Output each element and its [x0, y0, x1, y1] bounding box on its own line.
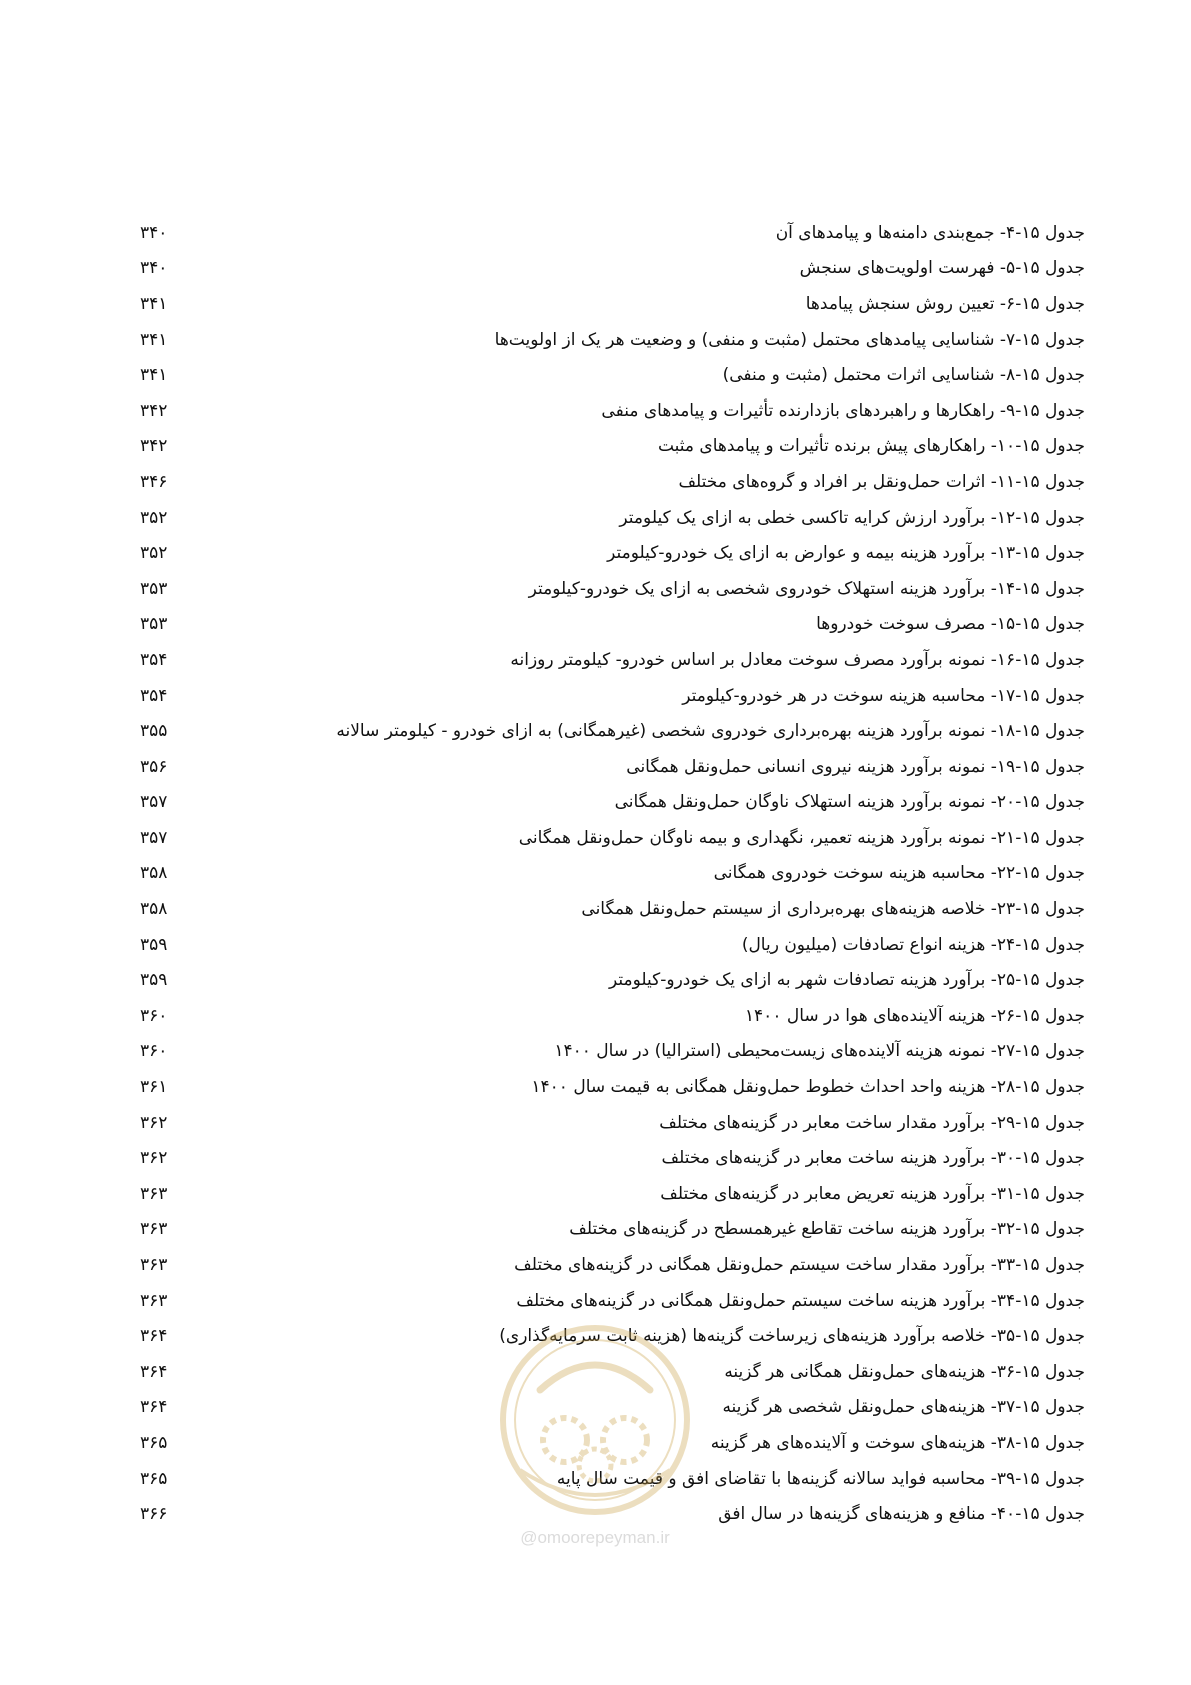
toc-entry[interactable] — [140, 856, 1085, 892]
toc-entry-title: جدول ۱۵-۲۴- هزینه انواع تصادفات (میلیون ریال) — [741, 934, 1085, 955]
toc-entry[interactable] — [140, 1212, 1085, 1248]
toc-entry-page-number: ۳۶۳ — [140, 1183, 168, 1204]
toc-entry-page-number: ۳۴۰ — [140, 222, 168, 243]
toc-entry-title: جدول ۱۵-۹- راهکارها و راهبردهای بازدارنده تأثیرات و پیامدهای منفی — [601, 400, 1085, 421]
toc-entry-page-number: ۳۶۴ — [140, 1326, 168, 1347]
toc-entry-page-number: ۳۶۳ — [140, 1290, 168, 1311]
toc-entry-page-number: ۳۵۶ — [140, 756, 168, 777]
toc-entry-page-number: ۳۵۴ — [140, 649, 168, 670]
toc-entry-page-number: ۳۵۲ — [140, 543, 168, 564]
toc-entry-page-number: ۳۶۲ — [140, 1112, 168, 1133]
toc-entry-title: جدول ۱۵-۲۸- هزینه واحد احداث خطوط حمل‌ونقل همگانی به قیمت سال ۱۴۰۰ — [531, 1077, 1085, 1098]
toc-entry-title: جدول ۱۵-۳۱- برآورد هزینه تعریض معابر در گزینه‌های مختلف — [660, 1183, 1085, 1204]
toc-entry-title: جدول ۱۵-۱۲- برآورد ارزش کرایه تاکسی خطی به ازای یک کیلومتر — [619, 507, 1085, 528]
table-of-tables — [140, 215, 1085, 1532]
toc-entry[interactable] — [140, 1283, 1085, 1319]
toc-entry[interactable] — [140, 998, 1085, 1034]
toc-entry[interactable] — [140, 357, 1085, 393]
toc-entry-title: جدول ۱۵-۱۶- نمونه برآورد مصرف سوخت معادل بر اساس خودرو- کیلومتر روزانه — [510, 649, 1085, 670]
toc-entry-title: جدول ۱۵-۳۲- برآورد هزینه ساخت تقاطع غیرهمسطح در گزینه‌های مختلف — [569, 1219, 1085, 1240]
toc-entry-page-number: ۳۵۷ — [140, 827, 168, 848]
toc-entry-title: جدول ۱۵-۴- جمع‌بندی دامنه‌ها و پیامدهای آن — [775, 222, 1085, 243]
toc-entry-title: جدول ۱۵-۱۹- نمونه برآورد هزینه نیروی انسانی حمل‌ونقل همگانی — [626, 756, 1085, 777]
toc-entry-title: جدول ۱۵-۳۸- هزینه‌های سوخت و آلاینده‌های هر گزینه — [710, 1432, 1085, 1453]
toc-entry-title: جدول ۱۵-۲۲- محاسبه هزینه سوخت خودروی همگانی — [713, 863, 1085, 884]
toc-entry-title: جدول ۱۵-۳۹- محاسبه فواید سالانه گزینه‌ها با تقاضای افق و قیمت سال پایه — [556, 1468, 1085, 1489]
toc-entry-title: جدول ۱۵-۳۳- برآورد مقدار ساخت سیستم حمل‌ونقل همگانی در گزینه‌های مختلف — [514, 1255, 1085, 1276]
toc-entry-page-number: ۳۵۷ — [140, 792, 168, 813]
toc-entry-title: جدول ۱۵-۲۰- نمونه برآورد هزینه استهلاک ناوگان حمل‌ونقل همگانی — [614, 792, 1085, 813]
toc-entry[interactable] — [140, 820, 1085, 856]
toc-entry-title: جدول ۱۵-۲۹- برآورد مقدار ساخت معابر در گزینه‌های مختلف — [659, 1112, 1085, 1133]
toc-entry-page-number: ۳۴۲ — [140, 400, 168, 421]
toc-entry[interactable] — [140, 322, 1085, 358]
toc-entry-page-number: ۳۵۸ — [140, 899, 168, 920]
toc-entry[interactable] — [140, 215, 1085, 251]
toc-entry-title: جدول ۱۵-۶- تعیین روش سنجش پیامدها — [805, 293, 1085, 314]
toc-entry-title: جدول ۱۵-۲۵- برآورد هزینه تصادفات شهر به ازای یک خودرو-کیلومتر — [609, 970, 1085, 991]
toc-entry[interactable] — [140, 962, 1085, 998]
toc-entry[interactable] — [140, 749, 1085, 785]
toc-entry-page-number: ۳۶۴ — [140, 1361, 168, 1382]
toc-entry[interactable] — [140, 464, 1085, 500]
toc-entry-page-number: ۳۵۳ — [140, 614, 168, 635]
watermark-url: @omoorepeyman.ir — [520, 1528, 670, 1547]
toc-entry-title: جدول ۱۵-۱۸- نمونه برآورد هزینه بهره‌برداری خودروی شخصی (غیرهمگانی) به ازای خودرو - کیلومتر سالانه — [336, 721, 1085, 742]
toc-entry[interactable] — [140, 1105, 1085, 1141]
toc-entry[interactable] — [140, 713, 1085, 749]
toc-entry-page-number: ۳۴۱ — [140, 293, 168, 314]
toc-entry-page-number: ۳۵۵ — [140, 721, 168, 742]
toc-entry-page-number: ۳۴۲ — [140, 436, 168, 457]
toc-entry-title: جدول ۱۵-۱۷- محاسبه هزینه سوخت در هر خودرو-کیلومتر — [682, 685, 1085, 706]
toc-entry-page-number: ۳۴۰ — [140, 258, 168, 279]
toc-entry-title: جدول ۱۵-۳۵- خلاصه برآورد هزینه‌های زیرساخت گزینه‌ها (هزینه ثابت سرمایه‌گذاری) — [499, 1326, 1085, 1347]
toc-entry[interactable] — [140, 1461, 1085, 1497]
toc-entry-page-number: ۳۵۹ — [140, 934, 168, 955]
toc-entry-page-number: ۳۶۶ — [140, 1504, 168, 1525]
toc-entry[interactable] — [140, 571, 1085, 607]
toc-entry-page-number: ۳۶۵ — [140, 1432, 168, 1453]
toc-entry[interactable] — [140, 1176, 1085, 1212]
toc-entry-title: جدول ۱۵-۲۱- نمونه برآورد هزینه تعمیر، نگهداری و بیمه ناوگان حمل‌ونقل همگانی — [518, 827, 1085, 848]
toc-entry[interactable] — [140, 535, 1085, 571]
toc-entry[interactable] — [140, 1496, 1085, 1532]
toc-entry[interactable] — [140, 1425, 1085, 1461]
toc-entry-page-number: ۳۶۱ — [140, 1077, 168, 1098]
toc-entry[interactable] — [140, 286, 1085, 322]
toc-entry[interactable] — [140, 642, 1085, 678]
toc-entry-title: جدول ۱۵-۱۵- مصرف سوخت خودروها — [816, 614, 1085, 635]
toc-entry-page-number: ۳۶۰ — [140, 1041, 168, 1062]
toc-entry-title: جدول ۱۵-۸- شناسایی اثرات محتمل (مثبت و منفی) — [722, 365, 1085, 386]
toc-entry-title: جدول ۱۵-۷- شناسایی پیامدهای محتمل (مثبت و منفی) و وضعیت هر یک از اولویت‌ها — [494, 329, 1085, 350]
toc-entry-page-number: ۳۶۴ — [140, 1397, 168, 1418]
toc-entry[interactable] — [140, 607, 1085, 643]
toc-entry-title: جدول ۱۵-۲۶- هزینه آلاینده‌های هوا در سال ۱۴۰۰ — [744, 1005, 1085, 1026]
toc-entry-title: جدول ۱۵-۲۷- نمونه هزینه آلاینده‌های زیست‌محیطی (استرالیا) در سال ۱۴۰۰ — [554, 1041, 1085, 1062]
toc-entry-page-number: ۳۵۹ — [140, 970, 168, 991]
toc-entry-title: جدول ۱۵-۱۳- برآورد هزینه بیمه و عوارض به ازای یک خودرو-کیلومتر — [607, 543, 1085, 564]
toc-entry-page-number: ۳۴۱ — [140, 329, 168, 350]
toc-entry[interactable] — [140, 927, 1085, 963]
toc-entry-page-number: ۳۶۰ — [140, 1005, 168, 1026]
toc-entry-title: جدول ۱۵-۱۰- راهکارهای پیش برنده تأثیرات و پیامدهای مثبت — [657, 436, 1085, 457]
toc-entry-page-number: ۳۵۸ — [140, 863, 168, 884]
toc-entry-page-number: ۳۵۳ — [140, 578, 168, 599]
toc-entry[interactable] — [140, 1390, 1085, 1426]
toc-entry-page-number: ۳۴۱ — [140, 365, 168, 386]
toc-entry-title: جدول ۱۵-۲۳- خلاصه هزینه‌های بهره‌برداری از سیستم حمل‌ونقل همگانی — [581, 899, 1085, 920]
toc-entry[interactable] — [140, 678, 1085, 714]
toc-entry-page-number: ۳۴۶ — [140, 471, 168, 492]
toc-entry[interactable] — [140, 1247, 1085, 1283]
toc-entry[interactable] — [140, 785, 1085, 821]
toc-entry[interactable] — [140, 1140, 1085, 1176]
toc-entry[interactable] — [140, 1069, 1085, 1105]
toc-entry[interactable] — [140, 500, 1085, 536]
toc-entry-page-number: ۳۶۲ — [140, 1148, 168, 1169]
toc-entry-title: جدول ۱۵-۳۷- هزینه‌های حمل‌ونقل شخصی هر گزینه — [722, 1397, 1085, 1418]
toc-entry-title: جدول ۱۵-۵- فهرست اولویت‌های سنجش — [799, 258, 1085, 279]
toc-entry-title: جدول ۱۵-۱۱- اثرات حمل‌ونقل بر افراد و گروه‌های مختلف — [678, 471, 1085, 492]
toc-entry[interactable] — [140, 1034, 1085, 1070]
toc-entry-title: جدول ۱۵-۳۶- هزینه‌های حمل‌ونقل همگانی هر گزینه — [724, 1361, 1085, 1382]
toc-entry-page-number: ۳۶۳ — [140, 1219, 168, 1240]
toc-entry-page-number: ۳۶۳ — [140, 1255, 168, 1276]
toc-entry-title: جدول ۱۵-۳۴- برآورد هزینه ساخت سیستم حمل‌ونقل همگانی در گزینه‌های مختلف — [516, 1290, 1085, 1311]
toc-entry-page-number: ۳۶۵ — [140, 1468, 168, 1489]
toc-entry[interactable] — [140, 251, 1085, 287]
toc-entry[interactable] — [140, 1354, 1085, 1390]
toc-entry[interactable] — [140, 393, 1085, 429]
toc-entry[interactable] — [140, 429, 1085, 465]
toc-entry[interactable] — [140, 1318, 1085, 1354]
toc-entry-title: جدول ۱۵-۴۰- منافع و هزینه‌های گزینه‌ها در سال افق — [718, 1504, 1085, 1525]
toc-entry-title: جدول ۱۵-۳۰- برآورد هزینه ساخت معابر در گزینه‌های مختلف — [661, 1148, 1085, 1169]
toc-entry-title: جدول ۱۵-۱۴- برآورد هزینه استهلاک خودروی شخصی به ازای یک خودرو-کیلومتر — [528, 578, 1085, 599]
toc-entry[interactable] — [140, 891, 1085, 927]
toc-entry-page-number: ۳۵۲ — [140, 507, 168, 528]
toc-entry-page-number: ۳۵۴ — [140, 685, 168, 706]
